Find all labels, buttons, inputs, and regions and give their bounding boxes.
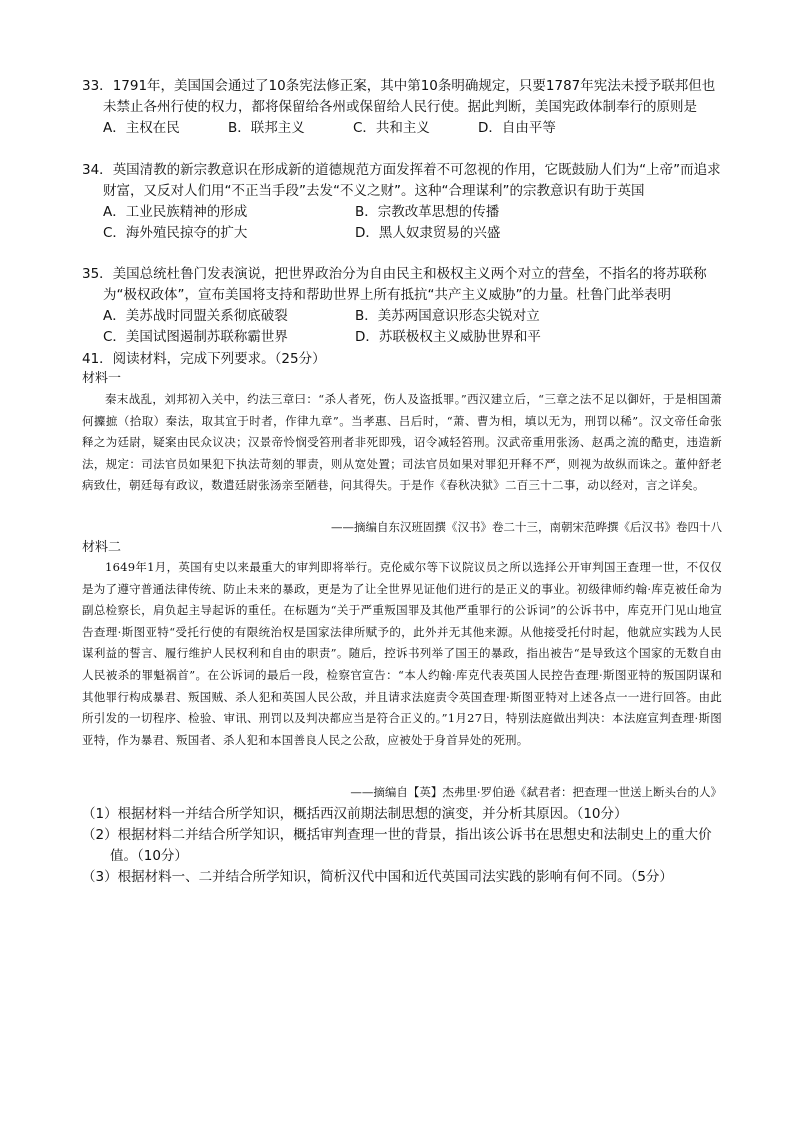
task-2: （2）根据材料二并结合所学知识，概括审判查理一世的背景，指出该公诉书在思想史和法制史上的重大价值。（10分）: [82, 827, 712, 864]
material-1-title: 材料一: [82, 371, 122, 386]
material-1-source: ——摘编自东汉班固撰《汉书》卷二十三，南朝宋范晔撰《后汉书》卷四十八: [331, 520, 722, 534]
question-35: [82, 264, 722, 348]
option-c: C．美国试图遏制苏联称霸世界: [103, 329, 288, 345]
option-c: C．海外殖民掠夺的扩大: [103, 225, 248, 241]
option-c: C．共和主义: [353, 120, 430, 136]
question-33-stem: [82, 76, 722, 118]
option-b: B．联邦主义: [228, 120, 305, 136]
option-d: D．黑人奴隶贸易的兴盛: [355, 225, 501, 241]
option-b: B．美苏两国意识形态尖锐对立: [355, 308, 540, 324]
material-2-source: ——摘编自【英】杰弗里·罗伯逊《弑君者：把查理一世送上断头台的人》: [350, 785, 722, 799]
question-34-text: 英国清教的新宗教意识在形成新的道德规范方面发挥着不可忽视的作用，它既鼓励人们为“上帝”而追求财富，又反对人们用“不正当手段”去发“不义之财”。这种“合理谋利”的宗教意识有助于英国: [103, 162, 721, 199]
question-33-number: 33．: [82, 78, 113, 94]
option-a: A．工业民族精神的形成: [103, 204, 248, 220]
question-35-options: [82, 306, 722, 348]
option-d: D．苏联极权主义威胁世界和平: [355, 329, 541, 345]
option-d: D．自由平等: [478, 120, 556, 136]
task-1: （1）根据材料一并结合所学知识，概括西汉前期法制思想的演变，并分析其原因。（10分）: [82, 806, 628, 822]
question-33-options: [82, 118, 722, 139]
question-41-intro: 41．阅读材料，完成下列要求。（25分）: [82, 351, 326, 367]
question-33: [82, 76, 722, 139]
option-a: A．主权在民: [103, 120, 180, 136]
question-35-text: 美国总统杜鲁门发表演说，把世界政治分为自由民主和极权主义两个对立的营垒，不指名的将苏联称为“极权政体”，宣布美国将支持和帮助世界上所有抵抗“共产主义威胁”的力量。杜鲁门此举表明: [103, 266, 707, 303]
question-35-stem: [82, 264, 722, 306]
material-1-text: 秦末战乱，刘邦初入关中，约法三章曰：“杀人者死，伤人及盗抵罪。”西汉建立后，“三章之法不足以御奸，于是相国萧何攈摭（拾取）秦法，取其宜于时者，作律九章”。当孝惠、吕后时，“萧、曹为相，填以无为，刑罚以稀”。汉文帝任命张释之为廷尉，疑案由民众议决；汉景帝怜悯受笞刑者非死即残，诏令减轻笞刑。汉武帝重用张汤、赵禹之流的酷吏，违造新法，规定：司法官员如果犯下执法苛刻的罪责，则从宽处置；司法官员如果对罪犯开释不严，则视为故纵而诛之。董仲舒老病致仕，朝廷每有政议，数遣廷尉张汤亲至陋巷，问其得失。于是作《春秋决狱》二百三十二事，动以经对，言之详矣。: [82, 392, 722, 493]
material-2-text: 1649年1月，英国有史以来最重大的审判即将举行。克伦威尔等下议院议员之所以选择公开审判国王查理一世，不仅仅是为了遵守普通法律传统、防止未来的暴政，更是为了让全世界见证他们进行的是正义的事业。初级律师约翰·库克被任命为副总检察长，肩负起主导起诉的重任。在标题为“关于严重叛国罪及其他严重罪行的公诉词”的公诉书中，库克开门见山地宣告查理·斯图亚特“受托行使的有限统治权是国家法律所赋予的，此外并无其他来源。从他接受托付时起，他就应实践为人民谋利益的誓言、履行维护人民权利和自由的职责”。随后，控诉书列举了国王的暴政，指出被告“是导致这个国家的无数自由人民被杀的罪魁祸首”。在公诉词的最后一段，检察官宣告：“本人约翰·库克代表英国人民控告查理·斯图亚特的叛国阴谋和其他罪行构成暴君、叛国贼、杀人犯和英国人民公敌，并且请求法庭责令英国查理·斯图亚特对上述各点一一进行回答。由此所引发的一切程序、检验、审讯、刑罚以及判决都应当是符合正义的。”1月27日，特别法庭做出判决：本法庭宣判查理·斯图亚特，作为暴君、叛国者、杀人犯和本国善良人民之公敌，应被处于身首异处的死刑。: [82, 560, 722, 747]
question-34: [82, 160, 722, 244]
task-3: （3）根据材料一、二并结合所学知识，简析汉代中国和近代英国司法实践的影响有何不同。（5分）: [82, 869, 673, 885]
question-41-tasks: [82, 804, 722, 888]
option-a: A．美苏战时同盟关系彻底破裂: [103, 308, 288, 324]
option-b: B．宗教改革思想的传播: [355, 204, 500, 220]
question-34-stem: [82, 160, 722, 202]
question-33-text: 1791年，美国国会通过了10条宪法修正案，其中第10条明确规定，只要1787年宪法未授予联邦但也未禁止各州行使的权力，都将保留给各州或保留给人民行使。据此判断，美国宪政体制奉行的原则是: [103, 78, 716, 115]
question-34-options: [82, 202, 722, 244]
material-2-title: 材料二: [82, 540, 122, 555]
question-34-number: 34．: [82, 162, 113, 178]
question-35-number: 35．: [82, 266, 113, 282]
